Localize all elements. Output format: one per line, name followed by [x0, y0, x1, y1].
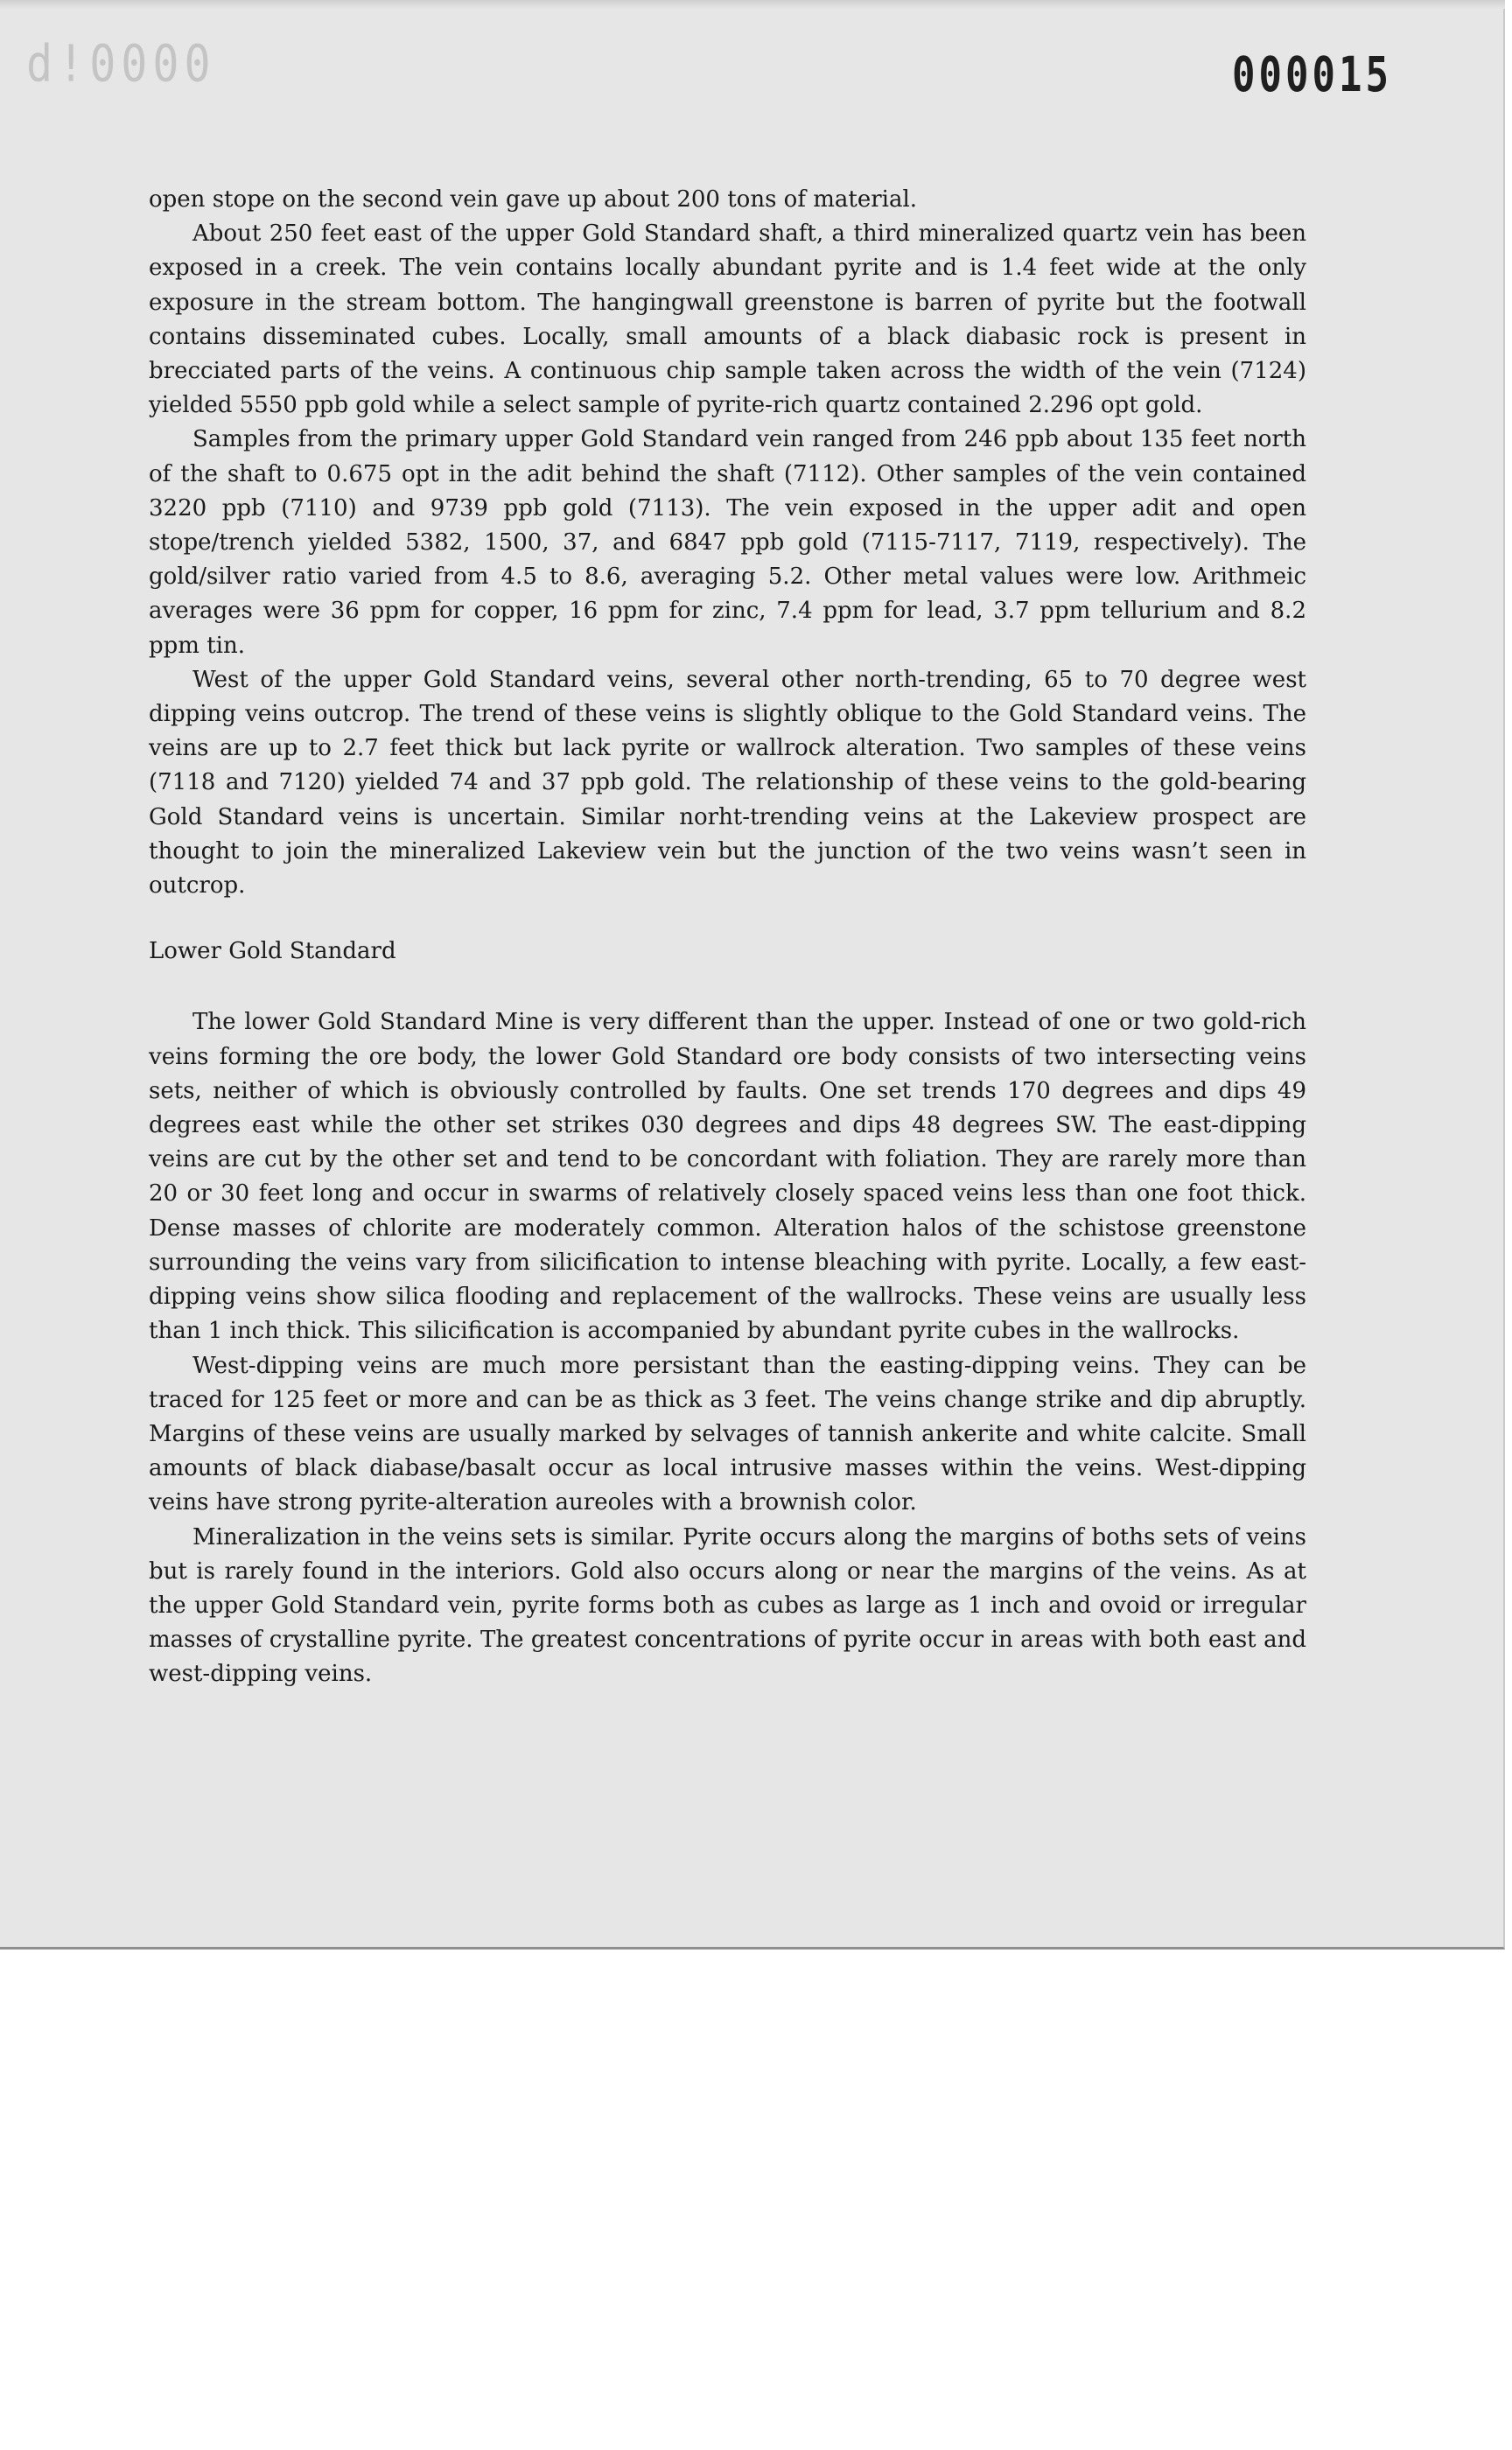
paragraph: Samples from the primary upper Gold Standard vein ranged from 246 ppb about 135 feet north of the shaft to 0.675 opt in the adit behind the shaft (7112). Other samples of the vein contained 3220 ppb (7110) and 9739 ppb gold (7113). The vein exposed in the upper adit and open stope/trench yielded 5382, 1500, 37, and 6847 ppb gold (7115-7117, 7119, respectively). The gold/silver ratio varied from 4.5 to 8.6, averaging 5.2. Other metal values were low. Arithmeic averages were 36 ppm for copper, 16 ppm for zinc, 7.4 ppm for lead, 3.7 ppm tellurium and 8.2 ppm tin. [149, 426, 1306, 659]
paragraph: West-dipping veins are much more persistant than the easting-dipping veins. They can be traced for 125 feet or more and can be as thick as 3 feet. The veins change strike and dip abruptly. Margins of these veins are usually marked by selvages of tannish ankerite and white calcite. Small amounts of black diabase/basalt occur as local intrusive masses within the veins. West-dipping veins have strong pyrite-alteration aureoles with a brownish color. [149, 1352, 1306, 1516]
paragraph: The lower Gold Standard Mine is very different than the upper. Instead of one or two gold-rich veins forming the ore body, the lower Gold Standard ore body consists of two intersecting veins sets, neither of which is obviously controlled by faults. One set trends 170 degrees and dips 49 degrees east while the other set strikes 030 degrees and dips 48 degrees SW. The east-dipping veins are cut by the other set and tend to be concordant with foliation. They are rarely more than 20 or 30 feet long and occur in swarms of relatively closely spaced veins less than one foot thick. Dense masses of chlorite are moderately common. Alteration halos of the schistose greenstone surrounding the veins vary from silicification to intense bleaching with pyrite. Locally, a few east-dipping veins show silica flooding and replacement of the wallrocks. These veins are usually less than 1 inch thick. This silicification is accompanied by abundant pyrite cubes in the wallrocks. [149, 1009, 1306, 1345]
page-number: 000015 [1232, 47, 1392, 103]
bleed-through-stamp: d!0000 [26, 34, 216, 94]
paragraph-continuation: open stope on the second vein gave up about 200 tons of material. [149, 186, 918, 213]
paragraph: West of the upper Gold Standard veins, several other north-trending, 65 to 70 degree west dipping veins outcrop. The trend of these veins is slightly oblique to the Gold Standard veins. The veins are up to 2.7 feet thick but lack pyrite or wallrock alteration. Two samples of these veins (7118 and 7120) yielded 74 and 37 ppb gold. The relationship of these veins to the gold-bearing Gold Standard veins is uncertain. Similar norht-trending veins at the Lakeview prospect are thought to join the mineralized Lakeview vein but the junction of the two veins wasn’t seen in outcrop. [149, 666, 1306, 900]
paragraph: About 250 feet east of the upper Gold Standard shaft, a third mineralized quartz vein has been exposed in a creek. The vein contains locally abundant pyrite and is 1.4 feet wide at the only exposure in the stream bottom. The hangingwall greenstone is barren of pyrite but the footwall contains disseminated cubes. Locally, small amounts of a black diabasic rock is present in brecciated parts of the veins. A continuous chip sample taken across the width of the vein (7124) yielded 5550 ppb gold while a select sample of pyrite-rich quartz contained 2.296 opt gold. [149, 220, 1306, 419]
section-heading: Lower Gold Standard [149, 938, 396, 965]
paragraph: Mineralization in the veins sets is similar. Pyrite occurs along the margins of boths sets of veins but is rarely found in the interiors. Gold also occurs along or near the margins of the veins. As at the upper Gold Standard vein, pyrite forms both as cubes as large as 1 inch and ovoid or irregular masses of crystalline pyrite. The greatest concentrations of pyrite occur in areas with both east and west-dipping veins. [149, 1523, 1306, 1688]
scan-top-edge [0, 0, 1505, 9]
document-body [149, 183, 1306, 1692]
